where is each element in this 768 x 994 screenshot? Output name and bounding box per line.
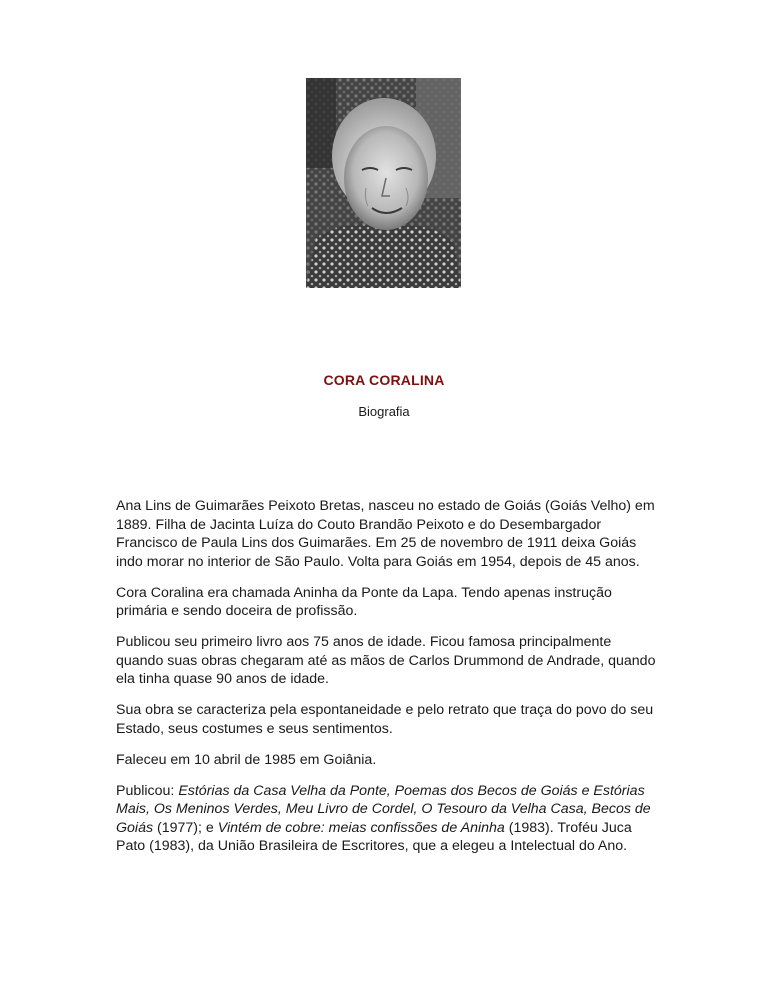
page-title [0, 372, 768, 388]
paragraph-work-style: Sua obra se caracteriza pela espontaneidade e pelo retrato que traça do povo do seu Estado, seus costumes e seus sentimentos. [116, 702, 654, 737]
title-text: CORA CORALINA [323, 372, 445, 388]
subtitle-text: Biografia [358, 404, 410, 419]
paragraph-first-book: Publicou seu primeiro livro aos 75 anos de idade. Ficou famosa principalmente quando suas obras chegaram até as mãos de Carlos Drummond de Andrade, quando ela tinha quase 90 anos de idade. [116, 634, 656, 687]
author-portrait [306, 78, 461, 288]
publications-works-1: Estórias da Casa Velha da Ponte, Poemas dos Becos de Goiás e Estórias Mais, Os Meninos Verdes, Meu Livro de Cordel, O Tesouro da Velha Casa, Becos de Goiás [116, 782, 651, 836]
publications-year-1: (1977); e [153, 819, 218, 836]
publications-intro: Publicou: [116, 782, 179, 799]
publications-rest: (1983). Troféu Juca Pato (1983), da União Brasileira de Escritores, que a elegeu a Intelectual do Ano. [116, 819, 632, 854]
paragraph-birth: Ana Lins de Guimarães Peixoto Bretas, nasceu no estado de Goiás (Goiás Velho) em 1889. Filha de Jacinta Luíza do Couto Brandão Peixoto e do Desembargador Francisco de Paula Lins dos Guimarães. Em 25 de novembro de 1911 deixa Goiás indo morar no interior de São Paulo. Volta para Goiás em 1954, depois de 45 anos. [116, 498, 655, 570]
biography-body [116, 497, 656, 868]
paragraph-publications [116, 782, 656, 856]
paragraph-death: Faleceu em 10 abril de 1985 em Goiânia. [116, 751, 377, 768]
publications-works-2: Vintém de cobre: meias confissões de Aninha [217, 819, 505, 836]
paragraph-nickname: Cora Coralina era chamada Aninha da Ponte da Lapa. Tendo apenas instrução primária e sendo doceira de profissão. [116, 584, 612, 619]
portrait-photo-icon [306, 78, 461, 288]
page-subtitle [0, 404, 768, 419]
